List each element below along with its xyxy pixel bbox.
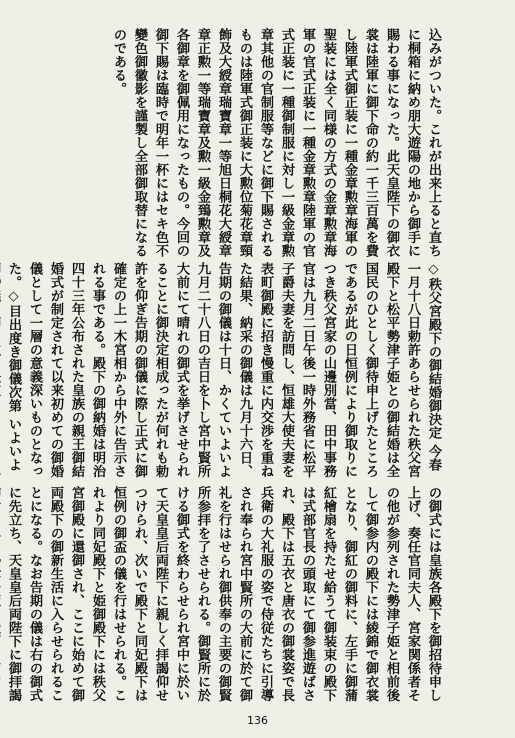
- body-text-top: 込みがついた。これが出来上ると直ちに桐箱に納め朋大遊陽の地から御手に賜わる事になった。此天皇陛下の御衣裳は陸軍に御下命の約一千三百萬を費し陸軍式御正装に一種金章勲章海軍の聖装には全く同様の方式の金章勲章海軍の官式正装に一種金章勲章陸軍の官式正装に一種御制服に対し一級金章勲章其他の官制服等などに御下賜されるものは陸軍式御正装に大勲位菊花章頸飾及大綬章瑞寶章一等旭日桐花大綬章章正勲一等瑞寶章及勲一級金鵄勲章及各御章を御佩用になったもの。今回の御下賜は臨時で明年一杯にはセキ色不變色御徽影を謹製し全部御取替になるのである。: [111, 28, 441, 258]
- text-band-middle: [6, 262, 486, 482]
- page-number: 136: [247, 714, 268, 727]
- body-text-middle: ◇秩父宮殿下の御結婚御決定 今春一月十八日勅許あらせられた秩父宮殿下と松平勢津子姫との御結婚は全国民のひとしく御待申上げたところであるが此の日恒例により御取りにつき秩父宮家の山邊別當、田中事務官は九月二日午後一時外務省に松平子爵夫妻を訪問し、恒雄大使夫妻を表町御殿に招き慢重に内交渉を重ねた結果、納采の御儀は九月十六日、告期の御儀は十日、かくていよいよ九月二十八日の吉日を卜し宮中賢所大前にて晴れの御式を挙げさせられることに御決定相成ったが何れも勅許を仰ぎ告期の御儀に際し正式に御確定の上一木宮相から中外に告示される事である。殿下の御納婚は明治四十三年公布された皇族の親王御結婚式が制定されて以来初めての御婚儀として一層の意義深いものとなった。◇目出度き御儀次第 いよいよ: [6, 262, 441, 478]
- text-band-top: [34, 28, 486, 260]
- body-text-bottom: の御式には皇族各殿下を御招待申し上げ、奏任官同夫人、宮家関係者その他が参列された勢津子姫と相前後して御参内の殿下には綾錦で御衣裳となり、御紅の御料に、左手に御蒲紅檜扇を持たせ給うて御装束の殿下は式部官長の頭取にて御参進遊ばされ、殿下は五衣と唐衣の御裳姿で長兵衛の大礼服の姿で侍従たちに引導され奉られ宮中賢所の大前に於て御礼を行はせられ御供奉の主要の御賢所参拝を了させられる。御賢所に於ける御式を終わらせられ宮中に於いて天皇皇后両陛下に親しく拝謁仰せつけられ、次いで殿下と同妃殿下は恒例の御盃の儀を行はせられる。これより同妃殿下と姫御殿下には秩父宮御殿に還御され、ここに始めて御両殿下の御新生活に入らせられることになる。なお告期の儀は右の御式に先立ち、天皇皇后両陛下に御拝謁: [6, 486, 441, 702]
- text-band-bottom: [6, 486, 486, 711]
